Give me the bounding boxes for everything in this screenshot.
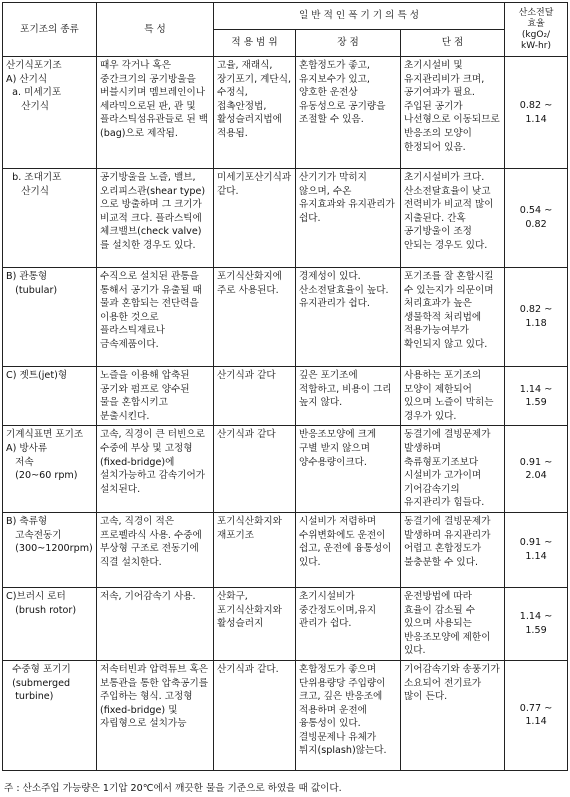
row-advantage: 반응조모양에 크게 구별 받지 않으며 양수용량이크다. (296, 426, 401, 513)
row-advantage: 초기시설비가 중간정도이며,유지 관리가 쉽다. (296, 587, 401, 660)
row-rate: 0.91 ~ 2.04 (505, 426, 568, 513)
row-rate: 0.82 ~ 1.14 (505, 57, 568, 169)
row-disadvantage: 동결기에 결빙문제가 발생하며 유지관리가 어렵고 혼합정도가 불충분할 수 있다. (401, 512, 505, 587)
row-feature: 고속, 직경이 큰 터빈으로 수중에 부상 및 고정형(fixed-bridge)에 설치가능하고 감속기어가 설치된다. (97, 426, 214, 513)
table-row (3, 587, 568, 660)
header-adv: 장 점 (296, 30, 401, 57)
row-feature: 저속터빈과 압력튜브 혹은 보통관을 통한 압축공기를 주입하는 형식. 고정형(fixed-bridge) 및 자립형으로 설치가능 (97, 660, 214, 770)
row-type: b. 조대기포 산기식 (3, 169, 97, 268)
row-advantage: 시설비가 저렴하며 수위변화에도 운전이 쉽고, 운전에 융통성이 있다. (296, 512, 401, 587)
row-disadvantage: 기어감속기와 송풍기가 소요되어 전기료가 많이 든다. (401, 660, 505, 770)
header-dis: 단 점 (401, 30, 505, 57)
table-row (3, 660, 568, 770)
row-rate: 0.54 ~ 0.82 (505, 169, 568, 268)
row-rate: 1.14 ~ 1.59 (505, 587, 568, 660)
row-type: 기계식표면 포기조 A) 방사류 저속 (20~60 rpm) (3, 426, 97, 513)
row-rate: 0.82 ~ 1.18 (505, 268, 568, 367)
header-general: 일 반 적 인 폭 기 기 의 특 성 (214, 3, 505, 30)
footnote: 주 : 산소주입 가능량은 1기압 20℃에서 깨끗한 물을 기준으로 하였을 때 값이다. (4, 783, 342, 794)
row-type: 수중형 포기기 (submerged turbine) (3, 660, 97, 770)
table-row (3, 426, 568, 513)
row-scope: 산기식과 같다 (214, 367, 296, 426)
row-advantage: 혼합정도가 좋고, 유지보수가 있고, 양호한 운전상 유동성으로 공기량을 조절할 수 있음. (296, 57, 401, 169)
row-scope: 고율, 재래식, 장기포기, 계단식, 수정식, 접촉안정법, 활성슬러지법에 적용됨. (214, 57, 296, 169)
row-rate: 0.77 ~ 1.14 (505, 660, 568, 770)
row-scope: 포기식산화지와 재포기조 (214, 512, 296, 587)
table-row (3, 57, 568, 169)
row-disadvantage: 초기시설비 및 유지관리비가 크며, 공기여과가 필요. 주입된 공기가 나선형으로 이동되므로 반응조의 모양이 한정되어 있음. (401, 57, 505, 169)
row-type: C) 젯트(jet)형 (3, 367, 97, 426)
header-type: 포기조의 종류 (3, 3, 97, 57)
row-advantage: 경제성이 있다. 산소전달효율이 높다. 유지관리가 쉽다. (296, 268, 401, 367)
row-advantage: 혼합정도가 좋으며 단위용량당 주입량이 크고, 깊은 반응조에 적용하며 운전에 융통성이 있다. 결빙문제나 유체가 튀지(splash)않는다. (296, 660, 401, 770)
row-advantage: 산기기가 막히지 않으며, 수온 유지효과와 유지관리가 쉽다. (296, 169, 401, 268)
row-type: C)브러시 로터 (brush rotor) (3, 587, 97, 660)
row-type: B) 축류형 고속전동기 (300~1200rpm) (3, 512, 97, 587)
table-row (3, 512, 568, 587)
header-feature: 특 성 (97, 3, 214, 57)
row-scope: 산화구, 포기식산화지와 활성슬러지 (214, 587, 296, 660)
row-scope: 포기식산화지에 주로 사용된다. (214, 268, 296, 367)
table-body (3, 57, 568, 771)
row-disadvantage: 동결기에 결빙문제가 발생하며 축류형포기조보다 시설비가 고가이며 기어감속기의 유지관리가 힘들다. (401, 426, 505, 513)
row-advantage: 깊은 포기조에 적합하고, 비용이 그리 높지 않다. (296, 367, 401, 426)
row-feature: 공기방울을 노즐, 밸브, 오리피스관(shear type)으로 방출하며 그 크기가 비교적 크다. 플라스틱에 체크밸브(check valve)를 설치한 경우도 있다. (97, 169, 214, 268)
header-rate: 산소전달 효율 (kgO₂/ kW-hr) (505, 3, 568, 57)
row-rate: 1.14 ~ 1.59 (505, 367, 568, 426)
row-scope: 미세기포산기식과 같다. (214, 169, 296, 268)
row-disadvantage: 사용하는 포기조의 모양이 제한되어 있으며 노즐이 막히는 경우가 있다. (401, 367, 505, 426)
row-type: B) 관통형 (tubular) (3, 268, 97, 367)
table-row (3, 268, 568, 367)
row-scope: 산기식과 같다 (214, 426, 296, 513)
table-row (3, 367, 568, 426)
table-row (3, 169, 568, 268)
row-disadvantage: 포기조를 잘 혼합시킬 수 있는지가 의문이며 처리효과가 높은 생물학적 처리법에 적용가능여부가 확인되지 않고 있다. (401, 268, 505, 367)
row-type: 산기식포기조 A) 산기식 a. 미세기포 산기식 (3, 57, 97, 169)
header-scope: 적 용 범 위 (214, 30, 296, 57)
row-rate: 0.91 ~ 1.14 (505, 512, 568, 587)
row-feature: 고속, 직경이 적은 프로펠라식 사용. 수중에 부상형 구조로 전동기에 직결 설치한다. (97, 512, 214, 587)
row-feature: 저속, 기어감속기 사용. (97, 587, 214, 660)
row-feature: 노즐을 이용해 압축된 공기와 펌프로 양수된 물을 혼합시키고 분출시킨다. (97, 367, 214, 426)
row-feature: 수직으로 설치된 관통을 통해서 공기가 유출될 때 물과 혼합되는 전단력을 이용한 것으로 플라스틱재료나 금속제품이다. (97, 268, 214, 367)
row-feature: 때우 각거나 혹은 중간크기의 공기방울을 버블시키며 멤브레인이나 세라믹으로된 판, 관 및 플라스틱섬유관들로 된 백(bag)으로 제작됨. (97, 57, 214, 169)
row-scope: 산기식과 같다. (214, 660, 296, 770)
row-disadvantage: 초기시설비가 크다. 산소전달효율이 낮고 전력비가 비교적 많이 지출된다. 간혹 공기방울이 조정 안되는 경우도 있다. (401, 169, 505, 268)
aerator-comparison-table (2, 2, 568, 771)
row-disadvantage: 운전방법에 따라 효율이 감소될 수 있으며 사용되는 반응조모양에 제한이 있다. (401, 587, 505, 660)
